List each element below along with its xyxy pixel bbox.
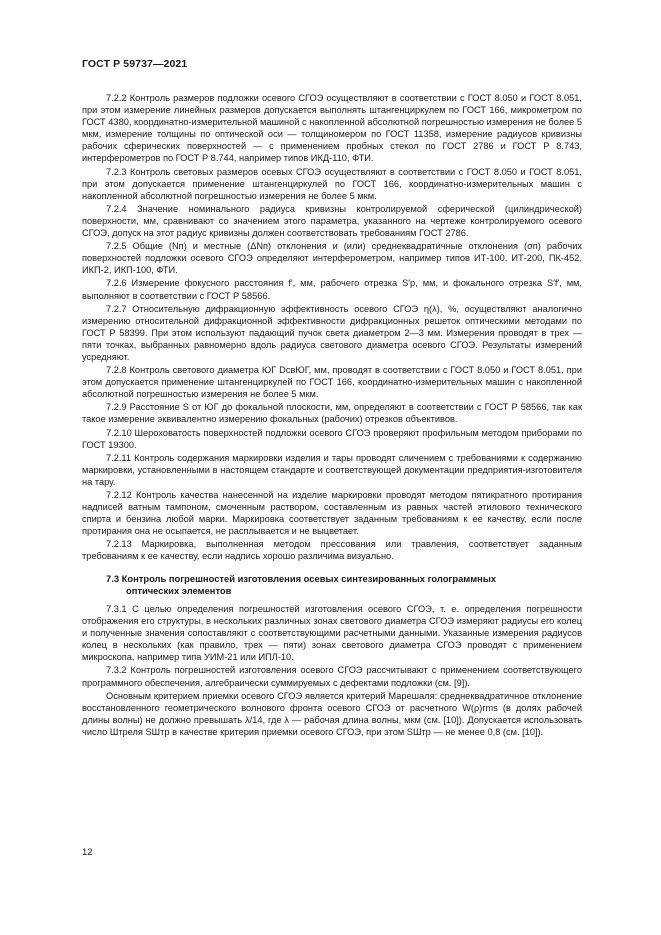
paragraph-7-2-2: 7.2.2 Контроль размеров подложки осевого СГОЭ осуществляют в соответствии с ГОСТ 8.050 и ГОСТ 8.051, при этом измерение линейных размеров допускается выполнять штангенциркулем по ГОСТ 166, микрометром по ГОСТ 4380, координатно-измерительной машиной с накопленной абсолютной погрешностью измерения не более 5 мкм, измерение толщины по оптической оси — толщиномером по ГОСТ 11358, измерение радиусов кривизны рабочих сферических поверхностей — с применением пробных стекол по ГОСТ 2786 и ГОСТ Р 8.743, интерферометров по ГОСТ Р 8.744, например типов ИКД-110, ФТИ.	[82, 93, 582, 164]
paragraph-7-3-2: 7.3.2 Контроль погрешностей изготовления осевого СГОЭ рассчитывают с применением соответствующего программного обеспечения, алгебраически суммируемых с дефектами подложки (см. [9]).	[82, 665, 582, 688]
paragraph-7-2-3: 7.2.3 Контроль световых размеров осевых СГОЭ осуществляют в соответствии с ГОСТ 8.050 и ГОСТ 8.051, при этом допускается применение штангенциркулей по ГОСТ 166, координатно-измерительных машин с накопленной абсолютной погрешностью измерения не более 5 мкм.	[82, 166, 582, 201]
paragraph-7-2-6: 7.2.6 Измерение фокусного расстояния f′, мм, рабочего отрезка S′p, мм, и фокального отрезка S′f′, мм, выполняют в соответствии с ГОСТ Р 58566.	[82, 278, 582, 301]
paragraph-7-2-9: 7.2.9 Расстояние S от ЮГ до фокальной плоскости, мм, определяют в соответствии с ГОСТ Р 58566, так как такое измерение эквивалентно измерению фокальных (рабочих) отрезков объективов.	[82, 402, 582, 425]
paragraph-7-2-8: 7.2.8 Контроль светового диаметра ЮГ DсвЮГ, мм, проводят в соответствии с ГОСТ 8.050 и ГОСТ 8.051, при этом допускается применение штангенциркулей по ГОСТ 166, координатно-измерительных машин с накопленной абсолютной погрешностью измерения не более 5 мкм.	[82, 365, 582, 400]
section-heading-line-1: 7.3 Контроль погрешностей изготовления осевых синтезированных голограммных	[106, 572, 497, 584]
document-body	[82, 92, 582, 739]
page-number: 12	[82, 847, 93, 858]
paragraph-7-2-13: 7.2.13 Маркировка, выполненная методом прессования или травления, соответствует заданным требованиям к ее качеству, если надпись хорошо различима визуально.	[82, 539, 582, 562]
paragraph-7-2-5: 7.2.5 Общие (Nп) и местные (ΔNп) отклонения и (или) среднеквадратичные отклонения (σп) рабочих поверхностей подложки осевого СГОЭ определяют интерферометром, например типов ИТ-100, ИТ-200, ПК-452, ИКП-2, ИКП-100, ФТИ.	[82, 241, 582, 276]
section-heading-7-3	[106, 573, 582, 597]
paragraph-7-2-4: 7.2.4 Значение номинального радиуса кривизны контролируемой сферической (цилиндрической) поверхности, мм, сравнивают со значением этого параметра, указанного на чертеже контролируемого осевого СГОЭ, допуск на этот радиус кривизны должен соответствовать требованиям ГОСТ 2786.	[82, 203, 582, 239]
section-heading-line-2: оптических элементов	[126, 584, 232, 596]
paragraph-7-2-12: 7.2.12 Контроль качества нанесенной на изделие маркировки проводят методом пятикратного протирания надписей ватным тампоном, смоченным раствором, составленным из равных частей этилового технического спирта и бензина любой марки. Маркировка соответствует заданным требованиям к ее качеству, если после протирания она не осыпается, не расплывается и не выцветает.	[82, 490, 582, 537]
paragraph-7-3-1: 7.3.1 С целью определения погрешностей изготовления осевого СГОЭ, т. е. определения погрешности отображения его структуры, в нескольких различных зонах светового диаметра СГОЭ измеряют радиусы его колец и полученные значения сопоставляют с соответствующими расчетными данными. Указанные измерения радиусов колец в нескольких (как правило, трех — пяти) зонах светового диаметра СГОЭ проводят с применением микроскопа, например типа УИМ-21 или ИПЛ-10.	[82, 603, 582, 663]
paragraph-criteria: Основным критерием приемки осевого СГОЭ является критерий Марешаля: среднеквадратичное отклонение восстановленного геометрического волнового фронта осевого СГОЭ от расчетного W(ρ)rms (в долях рабочей длины волны) не должно превышать λ/14, где λ — рабочая длина волны, мкм (см. [10]). Допускается использовать число Штреля SШтр в качестве критерия приемки осевого СГОЭ, при этом SШтр — не менее 0,8 (см. [10]).	[82, 690, 582, 737]
paragraph-7-2-10: 7.2.10 Шероховатость поверхностей подложки осевого СГОЭ проверяют профильным методом приборами по ГОСТ 19300.	[82, 427, 582, 450]
document-header: ГОСТ Р 59737—2021	[82, 58, 188, 70]
paragraph-7-2-7: 7.2.7 Относительную дифракционную эффективность осевого СГОЭ η(λ), %, осуществляют аналогично измерению относительной дифракционной эффективности дифракционных решеток оптическими методами по ГОСТ Р 58399. При этом используют падающий пучок света диаметром 2—3 мм. Измерения проводят в трех — пяти точках, выбранных равномерно вдоль радиуса светового диаметра осевого СГОЭ. Результаты измерений усредняют.	[82, 303, 582, 362]
paragraph-7-2-11: 7.2.11 Контроль содержания маркировки изделия и тары проводят сличением с требованиями к содержанию маркировки, установленными в настоящем стандарте и соответствующей документации предприятия-изготовителя на тару.	[82, 452, 582, 487]
